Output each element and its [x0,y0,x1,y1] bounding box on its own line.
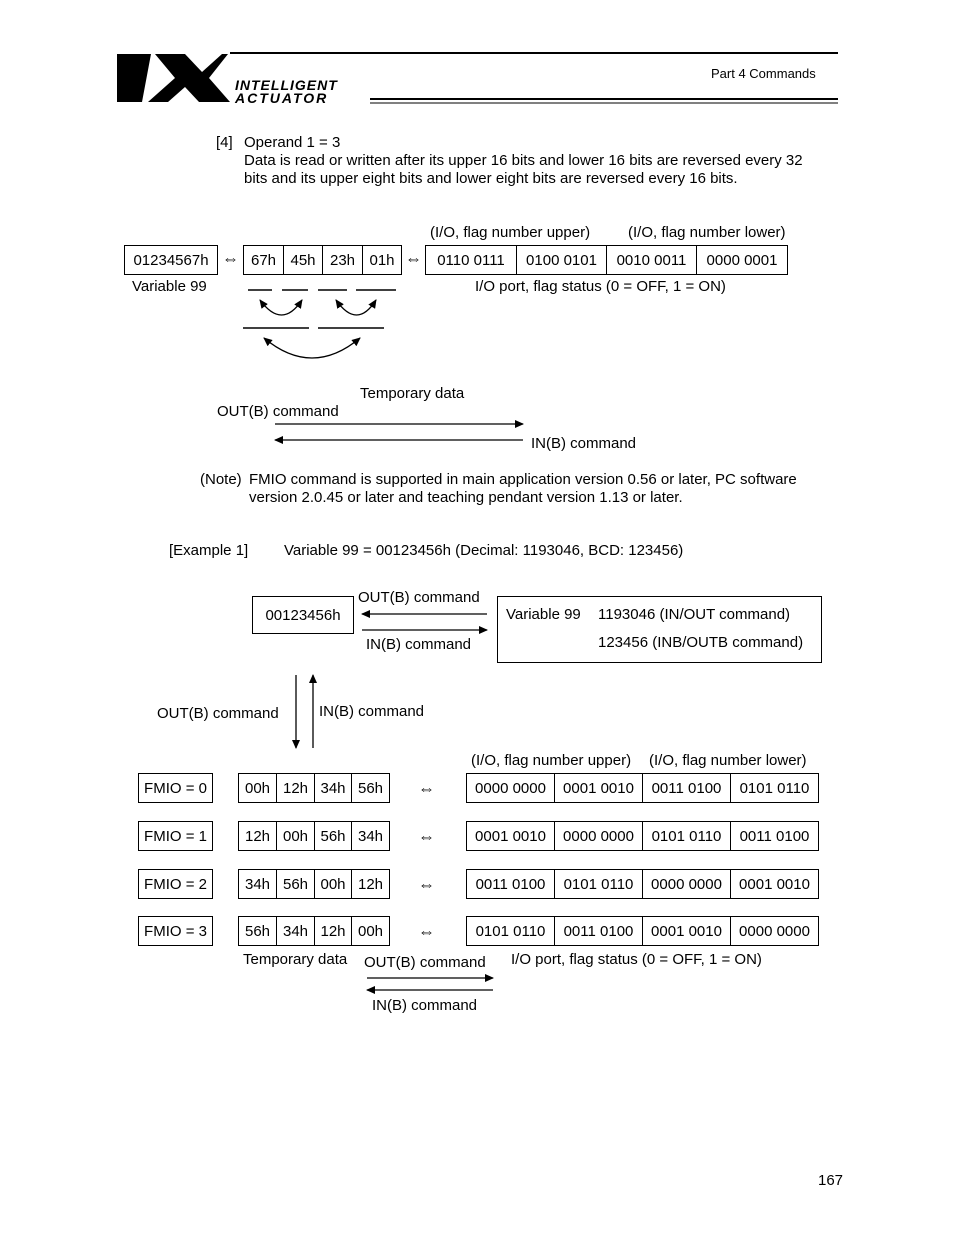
vertical-out-label: OUT(B) command [157,705,279,722]
flag-upper-label: (I/O, flag number upper) [471,752,632,769]
vertical-in-label: IN(B) command [319,703,425,720]
io-bits: 0001 0010 [739,875,810,893]
flag-upper-label: (I/O, flag number upper) [430,224,591,241]
io-bits: 0000 0000 [739,922,810,940]
out-command-label: OUT(B) command [217,403,339,420]
io-bits: 0001 0010 [643,917,731,945]
temp-byte: 01h [369,251,395,269]
variable-value-box: 01234567h [124,245,218,275]
temp-bytes-row [238,869,390,899]
in-command-label: IN(B) command [372,997,478,1014]
in-command-label: IN(B) command [366,636,472,653]
variable-inout-value: 1193046 (IN/OUT command) [598,606,791,623]
temp-byte: 34h [277,917,315,945]
item-desc-line1: Data is read or written after its upper 16 bits and lower 16 bits are reversed every 32 [244,152,803,169]
temp-byte: 00h [357,922,384,940]
exchange-arrow-icon: ⇔ [418,827,435,846]
exchange-arrow-icon: ⇔ [418,922,435,941]
io-bits: 0000 0001 [706,251,778,269]
logo-text-line2: ACTUATOR [235,90,329,106]
exchange-arrow-icon: ⇔ [418,779,435,798]
io-port-label: I/O port, flag status (0 = OFF, 1 = ON) [511,951,762,968]
flag-lower-label: (I/O, flag number lower) [649,752,807,769]
io-bits-row [466,773,819,803]
temp-byte: 12h [357,875,384,893]
fmio-label: FMIO = 1 [138,821,213,851]
temp-data-label: Temporary data [243,951,348,968]
temp-byte: 23h [323,246,363,274]
temp-data-label: Temporary data [360,385,465,402]
temp-byte: 56h [357,779,384,797]
example-title: [Example 1] [169,542,249,559]
io-bits: 0011 0100 [643,774,731,802]
out-command-label: OUT(B) command [358,589,480,606]
io-bits: 0011 0100 [555,917,643,945]
temp-byte: 56h [315,822,352,850]
exchange-arrow-icon: ⇔ [222,249,239,268]
temp-byte: 00h [277,822,315,850]
item-desc-line2: bits and its upper eight bits and lower eight bits are reversed every 16 bits. [244,170,738,187]
flag-lower-label: (I/O, flag number lower) [628,224,786,241]
temp-byte: 45h [284,246,323,274]
temp-byte: 34h [357,827,384,845]
io-bits: 0101 0110 [739,779,810,797]
item-title: Operand 1 = 3 [244,134,341,151]
item-number: [4] [216,134,233,151]
exchange-arrow-icon: ⇔ [405,249,422,268]
temp-byte: 12h [277,774,315,802]
note-line1: FMIO command is supported in main application version 0.56 or later, PC software [249,471,797,488]
io-bits: 0001 0010 [467,822,555,850]
page-number: 167 [818,1172,844,1189]
temp-byte: 56h [239,917,277,945]
temp-byte: 12h [239,822,277,850]
note-line2: version 2.0.45 or later and teaching pendant version 1.13 or later. [249,489,683,506]
temp-bytes-row [238,773,390,803]
section-title: Part 4 Commands [711,66,816,81]
io-bits: 0000 0000 [555,822,643,850]
out-command-label: OUT(B) command [364,954,486,971]
fmio-label: FMIO = 2 [138,869,213,899]
io-bits: 0011 0100 [467,870,555,898]
note-prefix: (Note) [200,471,242,488]
temp-byte: 67h [244,246,284,274]
io-bits-row [466,916,819,946]
temp-byte: 56h [277,870,315,898]
temp-byte: 34h [239,870,277,898]
fmio-label: FMIO = 0 [138,773,213,803]
io-bits: 0001 0010 [555,774,643,802]
temp-bytes-row [238,916,390,946]
fmio-label: FMIO = 3 [138,916,213,946]
io-bits: 0110 0111 [426,246,517,274]
io-port-label: I/O port, flag status (0 = OFF, 1 = ON) [475,278,726,295]
temp-byte: 34h [315,774,352,802]
variable-info-box [497,596,822,663]
temp-byte: 00h [239,774,277,802]
io-bits: 0000 0000 [643,870,731,898]
example-desc: Variable 99 = 00123456h (Decimal: 1193046, BCD: 123456) [284,542,684,559]
logo-text-line1: INTELLIGENT [235,77,338,93]
io-bits-row [466,869,819,899]
io-bits: 0101 0110 [555,870,643,898]
io-bits-row [466,821,819,851]
io-bits: 0100 0101 [517,246,607,274]
io-bits: 0000 0000 [467,774,555,802]
io-bits: 0011 0100 [739,827,810,845]
io-bits: 0101 0110 [467,917,555,945]
temp-byte: 12h [315,917,352,945]
temp-bytes-row [238,821,390,851]
variable-label: Variable 99 [506,606,581,623]
hex-value-box: 00123456h [252,596,354,634]
in-command-label: IN(B) command [531,435,637,452]
io-bits: 0101 0110 [643,822,731,850]
variable-label: Variable 99 [132,278,207,295]
exchange-arrow-icon: ⇔ [418,875,435,894]
temp-byte: 00h [315,870,352,898]
variable-bcd-value: 123456 (INB/OUTB command) [598,634,804,651]
io-bits: 0010 0011 [607,246,697,274]
